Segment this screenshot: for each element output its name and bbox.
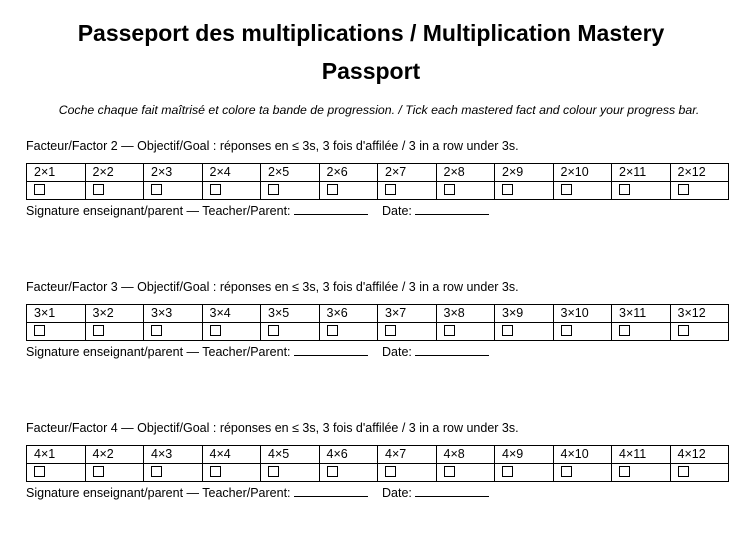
fact-cell: 3×4 bbox=[202, 305, 261, 323]
checkbox-icon[interactable] bbox=[619, 325, 630, 336]
checkbox-row bbox=[27, 323, 729, 341]
signature-label: Signature enseignant/parent — Teacher/Parent: bbox=[26, 486, 291, 500]
fact-check-cell[interactable] bbox=[436, 323, 495, 341]
facts-row bbox=[27, 164, 729, 182]
signature-line bbox=[26, 484, 729, 501]
checkbox-icon[interactable] bbox=[678, 466, 689, 477]
fact-check-cell[interactable] bbox=[670, 464, 729, 482]
fact-check-cell[interactable] bbox=[85, 182, 144, 200]
fact-cell: 3×10 bbox=[553, 305, 612, 323]
checkbox-icon[interactable] bbox=[385, 466, 396, 477]
fact-cell: 2×9 bbox=[495, 164, 554, 182]
signature-line bbox=[26, 343, 729, 360]
checkbox-icon[interactable] bbox=[385, 184, 396, 195]
checkbox-icon[interactable] bbox=[210, 325, 221, 336]
fact-check-cell[interactable] bbox=[670, 182, 729, 200]
checkbox-icon[interactable] bbox=[619, 466, 630, 477]
fact-cell: 3×11 bbox=[612, 305, 671, 323]
checkbox-icon[interactable] bbox=[151, 184, 162, 195]
fact-cell: 3×8 bbox=[436, 305, 495, 323]
date-label: Date: bbox=[382, 486, 412, 500]
fact-cell: 4×11 bbox=[612, 446, 671, 464]
fact-check-cell[interactable] bbox=[27, 182, 86, 200]
fact-cell: 2×2 bbox=[85, 164, 144, 182]
checkbox-icon[interactable] bbox=[561, 325, 572, 336]
fact-cell: 2×8 bbox=[436, 164, 495, 182]
checkbox-icon[interactable] bbox=[444, 325, 455, 336]
instructions: Coche chaque fait maîtrisé et colore ta bande de progression. / Tick each mastered fact and colour your progress bar. bbox=[58, 103, 700, 117]
checkbox-icon[interactable] bbox=[678, 184, 689, 195]
factor-4-section bbox=[26, 419, 729, 501]
checkbox-icon[interactable] bbox=[327, 325, 338, 336]
fact-cell: 2×5 bbox=[261, 164, 320, 182]
checkbox-icon[interactable] bbox=[385, 325, 396, 336]
fact-check-cell[interactable] bbox=[378, 323, 437, 341]
fact-cell: 2×10 bbox=[553, 164, 612, 182]
checkbox-icon[interactable] bbox=[327, 466, 338, 477]
fact-cell: 4×9 bbox=[495, 446, 554, 464]
fact-cell: 3×7 bbox=[378, 305, 437, 323]
checkbox-icon[interactable] bbox=[210, 184, 221, 195]
fact-cell: 3×9 bbox=[495, 305, 554, 323]
checkbox-icon[interactable] bbox=[151, 325, 162, 336]
fact-check-cell[interactable] bbox=[261, 464, 320, 482]
fact-cell: 3×3 bbox=[144, 305, 203, 323]
fact-cell: 4×1 bbox=[27, 446, 86, 464]
fact-cell: 4×2 bbox=[85, 446, 144, 464]
checkbox-icon[interactable] bbox=[210, 466, 221, 477]
checkbox-row bbox=[27, 182, 729, 200]
fact-cell: 2×3 bbox=[144, 164, 203, 182]
factor-3-section bbox=[26, 278, 729, 360]
fact-cell: 4×6 bbox=[319, 446, 378, 464]
checkbox-icon[interactable] bbox=[151, 466, 162, 477]
fact-check-cell[interactable] bbox=[202, 182, 261, 200]
checkbox-icon[interactable] bbox=[444, 184, 455, 195]
fact-check-cell[interactable] bbox=[319, 464, 378, 482]
fact-check-cell[interactable] bbox=[378, 464, 437, 482]
checkbox-icon[interactable] bbox=[93, 325, 104, 336]
fact-check-cell[interactable] bbox=[553, 323, 612, 341]
checkbox-icon[interactable] bbox=[502, 466, 513, 477]
fact-cell: 4×4 bbox=[202, 446, 261, 464]
facts-row bbox=[27, 305, 729, 323]
checkbox-icon[interactable] bbox=[561, 466, 572, 477]
fact-check-cell[interactable] bbox=[202, 323, 261, 341]
fact-check-cell[interactable] bbox=[436, 464, 495, 482]
fact-check-cell[interactable] bbox=[436, 182, 495, 200]
checkbox-icon[interactable] bbox=[34, 325, 45, 336]
fact-cell: 4×10 bbox=[553, 446, 612, 464]
fact-check-cell[interactable] bbox=[612, 182, 671, 200]
fact-check-cell[interactable] bbox=[319, 182, 378, 200]
fact-check-cell[interactable] bbox=[85, 323, 144, 341]
fact-check-cell[interactable] bbox=[670, 323, 729, 341]
fact-check-cell[interactable] bbox=[495, 323, 554, 341]
factor-goal-line: Facteur/Factor 4 — Objectif/Goal : réponses en ≤ 3s, 3 fois d'affilée / 3 in a row under 3s. bbox=[26, 421, 519, 435]
date-label: Date: bbox=[382, 345, 412, 359]
fact-check-cell[interactable] bbox=[553, 464, 612, 482]
fact-check-cell[interactable] bbox=[27, 323, 86, 341]
facts-table bbox=[26, 445, 729, 482]
fact-cell: 3×2 bbox=[85, 305, 144, 323]
fact-check-cell[interactable] bbox=[85, 464, 144, 482]
checkbox-icon[interactable] bbox=[34, 466, 45, 477]
fact-check-cell[interactable] bbox=[27, 464, 86, 482]
fact-check-cell[interactable] bbox=[495, 464, 554, 482]
checkbox-icon[interactable] bbox=[502, 184, 513, 195]
checkbox-icon[interactable] bbox=[93, 466, 104, 477]
fact-check-cell[interactable] bbox=[144, 182, 203, 200]
fact-cell: 2×7 bbox=[378, 164, 437, 182]
signature-line bbox=[26, 202, 729, 219]
facts-table bbox=[26, 304, 729, 341]
date-label: Date: bbox=[382, 204, 412, 218]
checkbox-icon[interactable] bbox=[268, 184, 279, 195]
fact-check-cell[interactable] bbox=[202, 464, 261, 482]
checkbox-icon[interactable] bbox=[561, 184, 572, 195]
fact-check-cell[interactable] bbox=[553, 182, 612, 200]
fact-check-cell[interactable] bbox=[612, 323, 671, 341]
date-blank[interactable] bbox=[415, 484, 489, 497]
fact-cell: 2×1 bbox=[27, 164, 86, 182]
fact-cell: 3×12 bbox=[670, 305, 729, 323]
fact-cell: 2×12 bbox=[670, 164, 729, 182]
signature-label: Signature enseignant/parent — Teacher/Parent: bbox=[26, 204, 291, 218]
fact-check-cell[interactable] bbox=[144, 464, 203, 482]
checkbox-row bbox=[27, 464, 729, 482]
title-line-2: Passport bbox=[321, 58, 421, 84]
checkbox-icon[interactable] bbox=[502, 325, 513, 336]
fact-check-cell[interactable] bbox=[144, 323, 203, 341]
fact-cell: 3×1 bbox=[27, 305, 86, 323]
factor-goal-line: Facteur/Factor 3 — Objectif/Goal : réponses en ≤ 3s, 3 fois d'affilée / 3 in a row under 3s. bbox=[26, 280, 519, 294]
date-blank[interactable] bbox=[415, 202, 489, 215]
page-title bbox=[0, 14, 742, 90]
title-line-1: Passeport des multiplications / Multiplication Mastery bbox=[77, 20, 665, 46]
fact-cell: 4×5 bbox=[261, 446, 320, 464]
fact-check-cell[interactable] bbox=[261, 323, 320, 341]
checkbox-icon[interactable] bbox=[678, 325, 689, 336]
fact-cell: 4×3 bbox=[144, 446, 203, 464]
signature-blank[interactable] bbox=[294, 343, 368, 356]
facts-table bbox=[26, 163, 729, 200]
fact-cell: 4×8 bbox=[436, 446, 495, 464]
date-blank[interactable] bbox=[415, 343, 489, 356]
signature-label: Signature enseignant/parent — Teacher/Parent: bbox=[26, 345, 291, 359]
fact-check-cell[interactable] bbox=[612, 464, 671, 482]
fact-cell: 4×7 bbox=[378, 446, 437, 464]
fact-check-cell[interactable] bbox=[261, 182, 320, 200]
signature-blank[interactable] bbox=[294, 484, 368, 497]
checkbox-icon[interactable] bbox=[93, 184, 104, 195]
checkbox-icon[interactable] bbox=[444, 466, 455, 477]
facts-row bbox=[27, 446, 729, 464]
fact-cell: 2×6 bbox=[319, 164, 378, 182]
checkbox-icon[interactable] bbox=[268, 325, 279, 336]
factor-goal-line: Facteur/Factor 2 — Objectif/Goal : réponses en ≤ 3s, 3 fois d'affilée / 3 in a row under 3s. bbox=[26, 139, 519, 153]
fact-cell: 2×11 bbox=[612, 164, 671, 182]
checkbox-icon[interactable] bbox=[268, 466, 279, 477]
checkbox-icon[interactable] bbox=[34, 184, 45, 195]
checkbox-icon[interactable] bbox=[619, 184, 630, 195]
fact-cell: 4×12 bbox=[670, 446, 729, 464]
fact-cell: 3×6 bbox=[319, 305, 378, 323]
fact-cell: 2×4 bbox=[202, 164, 261, 182]
fact-check-cell[interactable] bbox=[378, 182, 437, 200]
signature-blank[interactable] bbox=[294, 202, 368, 215]
fact-check-cell[interactable] bbox=[495, 182, 554, 200]
checkbox-icon[interactable] bbox=[327, 184, 338, 195]
fact-check-cell[interactable] bbox=[319, 323, 378, 341]
fact-cell: 3×5 bbox=[261, 305, 320, 323]
factor-2-section bbox=[26, 137, 729, 219]
